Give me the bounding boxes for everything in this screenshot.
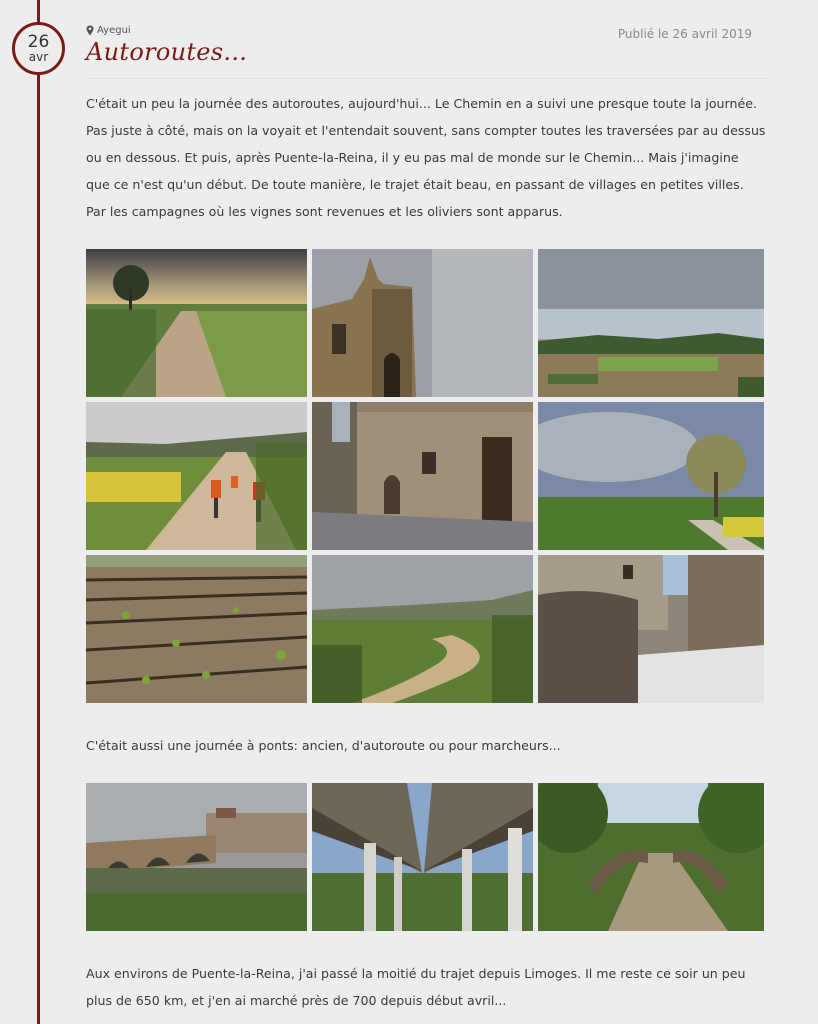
- post-paragraph: C'était un peu la journée des autoroutes, aujourd'hui... Le Chemin en a suivi une presque toute la journée. Pas juste à côté, mais on la voyait et l'entendait souvent, sans compter toutes les traversées par au dessus ou en dessous. Et puis, après Puente-la-Reina, il y eu pas mal de monde sur le Chemin... Mais j'imagine que ce n'est qu'un début. De toute manière, le trajet était beau, en passant de villages en petites villes. Par les campagnes où les vignes sont revenues et les oliviers sont apparus.: [86, 96, 766, 219]
- published-date: Publié le 26 avril 2019: [617, 27, 752, 41]
- gallery-photo[interactable]: [312, 402, 533, 550]
- photo-gallery: [86, 783, 764, 931]
- date-day: 26: [27, 32, 50, 52]
- gallery-photo[interactable]: [86, 249, 307, 397]
- date-month: avr: [28, 50, 49, 64]
- location-label: Ayegui: [97, 25, 131, 36]
- gallery-photo[interactable]: [538, 402, 764, 550]
- location[interactable]: [86, 25, 131, 36]
- gallery-photo[interactable]: [86, 555, 307, 703]
- gallery-photo[interactable]: [538, 555, 764, 703]
- gallery-photo[interactable]: [312, 783, 533, 931]
- gallery-photo[interactable]: [538, 783, 764, 931]
- post-paragraph: C'était aussi une journée à ponts: ancien, d'autoroute ou pour marcheurs...: [86, 738, 561, 753]
- map-pin-icon: [86, 25, 94, 36]
- timeline-line: [37, 0, 40, 1024]
- post-title[interactable]: Autoroutes...: [86, 38, 248, 66]
- date-badge: [12, 22, 65, 75]
- photo-gallery: [86, 249, 764, 703]
- gallery-photo[interactable]: [86, 402, 307, 550]
- header-divider: [86, 78, 766, 79]
- gallery-photo[interactable]: [86, 783, 307, 931]
- post-paragraph: Aux environs de Puente-la-Reina, j'ai passé la moitié du trajet depuis Limoges. Il me reste ce soir un peu plus de 650 km, et j'en ai marché près de 700 depuis début avril...: [86, 966, 746, 1008]
- gallery-photo[interactable]: [312, 555, 533, 703]
- gallery-photo[interactable]: [312, 249, 533, 397]
- gallery-photo[interactable]: [538, 249, 764, 397]
